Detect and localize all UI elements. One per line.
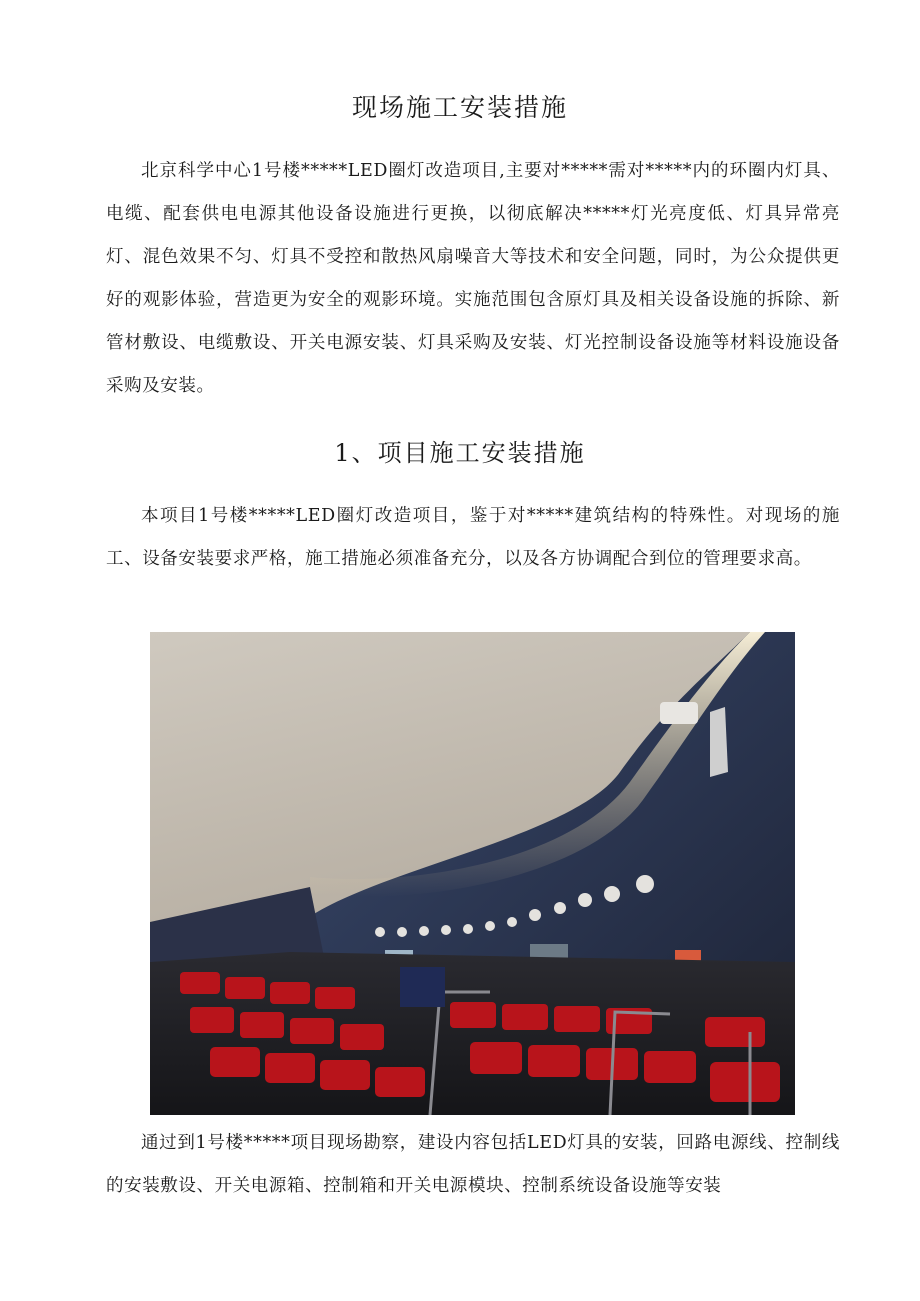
section-paragraph: 本项目1号楼*****LED圈灯改造项目，鉴于对*****建筑结构的特殊性。对现场的施工、设备安装要求严格，施工措施必须准备充分，以及各方协调配合到位的管理要求高。	[106, 506, 840, 569]
intro-paragraph: 北京科学中心1号楼*****LED圈灯改造项目,主要对*****需对*****内的环圈内灯具、电缆、配套供电电源其他设备设施进行更换，以彻底解决*****灯光亮度低、灯具异常亮灯、混色效果不匀、灯具不受控和散热风扇噪音大等技术和安全问题，同时，为公众提供更好的观影体验，营造更为安全的观影环境。实施范围包含原灯具及相关设备设施的拆除、新管材敷设、电缆敷设、开关电源安装、灯具采购及安装、灯光控制设备设施等材料设施设备采购及安装。	[106, 161, 840, 396]
page-title: 现场施工安装措施	[351, 93, 568, 122]
section-heading: 1、项目施工安装措施	[334, 439, 586, 467]
closing-paragraph: 通过到1号楼*****项目现场勘察，建设内容包括LED灯具的安装，回路电源线、控制线的安装敷设、开关电源箱、控制箱和开关电源模块、控制系统设备设施等安装	[106, 1133, 840, 1196]
theater-dome-photo	[150, 632, 795, 1115]
projector-fixture	[660, 702, 698, 724]
